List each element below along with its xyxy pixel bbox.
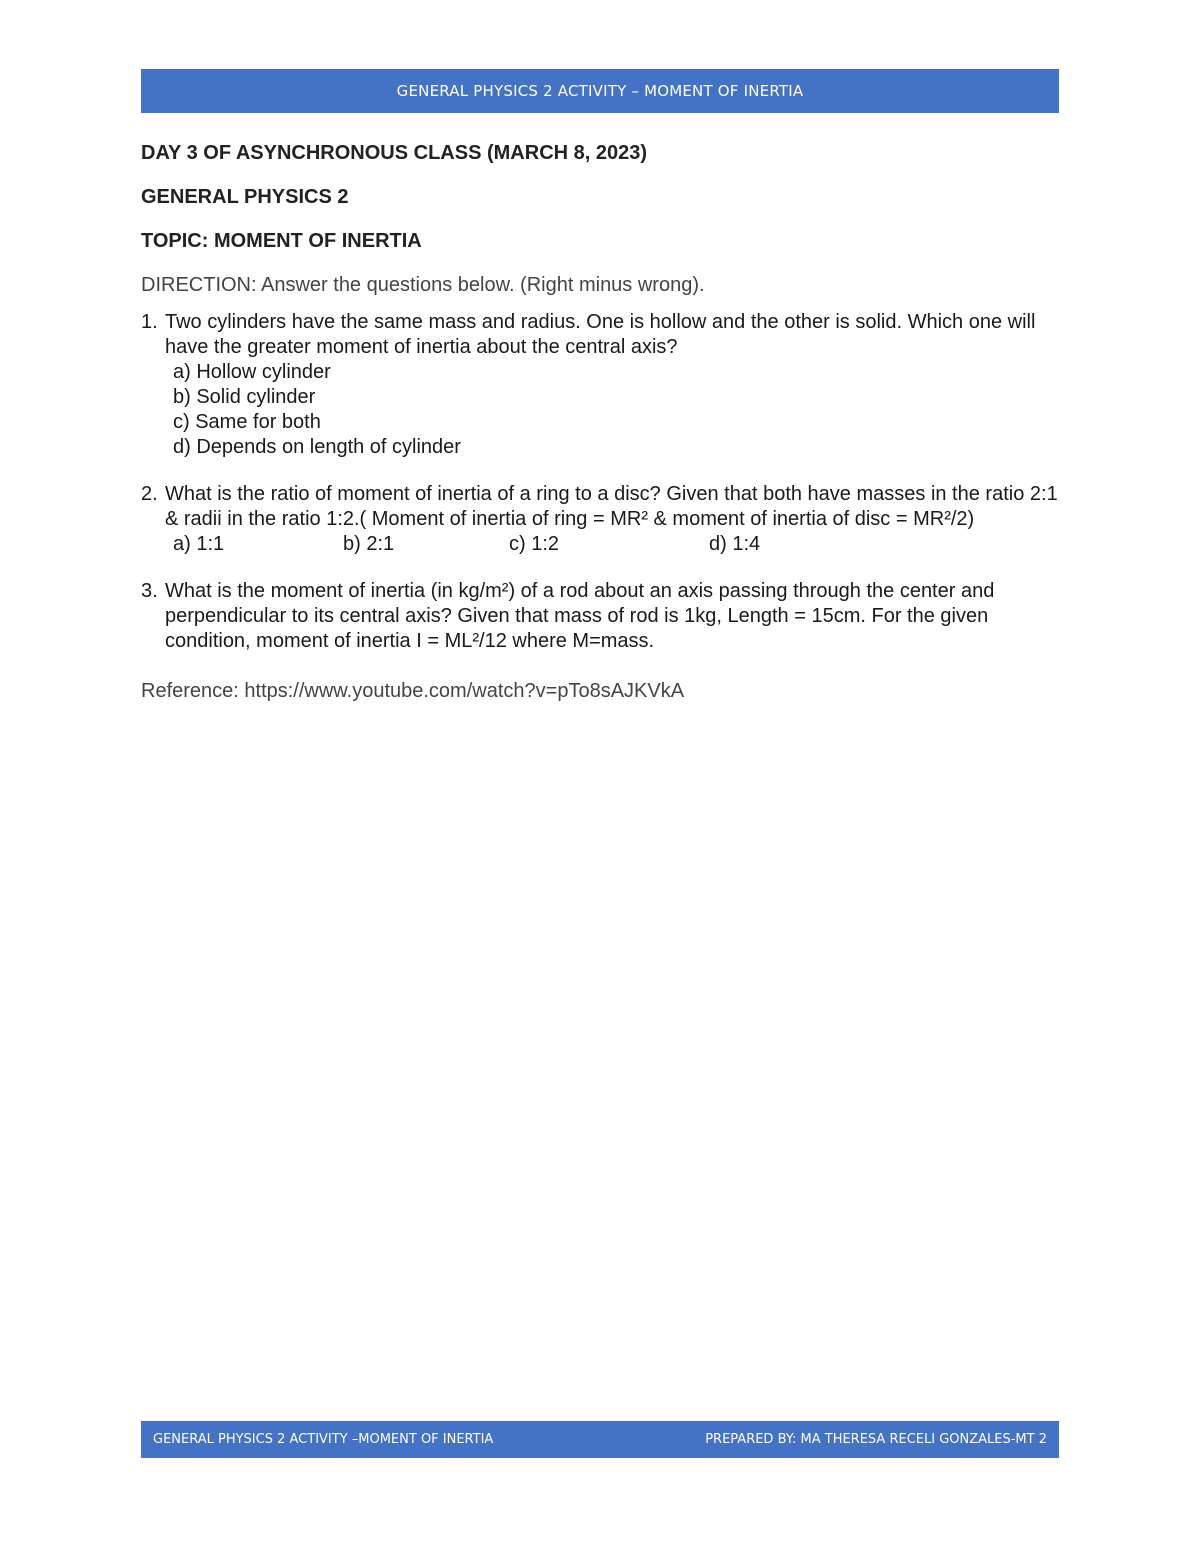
option-b: b) 2:1: [343, 533, 395, 555]
question-1: [141, 310, 1071, 460]
question-options: [141, 532, 1071, 557]
option-d: d) 1:4: [709, 533, 761, 555]
document-body: [141, 138, 1071, 726]
question-text: What is the ratio of moment of inertia of a ring to a disc? Given that both have masses in the ratio 2:1 & radii in the ratio 1:2.( Moment of inertia of ring = MR² & moment of inertia of disc = MR²/2): [165, 483, 1058, 530]
header-title: GENERAL PHYSICS 2 ACTIVITY – MOMENT OF INERTIA: [396, 82, 804, 100]
option-c: c) Same for both: [173, 411, 321, 433]
question-options: [141, 360, 1071, 460]
option-c: c) 1:2: [509, 533, 560, 555]
question-number: 1.: [141, 311, 158, 333]
page-footer-banner: [141, 1421, 1059, 1458]
topic-line: TOPIC: MOMENT OF INERTIA: [141, 230, 422, 252]
question-number: 2.: [141, 483, 158, 505]
reference-line: Reference: https://www.youtube.com/watch?v=pTo8sAJKVkA: [141, 680, 685, 702]
subject-line: GENERAL PHYSICS 2: [141, 186, 349, 208]
option-b: b) Solid cylinder: [173, 386, 316, 408]
question-3: [141, 579, 1071, 654]
footer-right-text: PREPARED BY: MA THERESA RECELI GONZALES-MT 2: [705, 1432, 1047, 1447]
footer-left-text: GENERAL PHYSICS 2 ACTIVITY –MOMENT OF INERTIA: [153, 1432, 494, 1447]
option-d: d) Depends on length of cylinder: [173, 436, 461, 458]
question-number: 3.: [141, 580, 158, 602]
option-a: a) 1:1: [173, 533, 225, 555]
day-line: DAY 3 OF ASYNCHRONOUS CLASS (MARCH 8, 2023): [141, 142, 648, 164]
question-text: What is the moment of inertia (in kg/m²) of a rod about an axis passing through the center and perpendicular to its central axis? Given that mass of rod is 1kg, Length = 15cm. For the given condition, moment of inertia I = ML²/12 where M=mass.: [165, 580, 995, 652]
option-a: a) Hollow cylinder: [173, 361, 331, 383]
question-text: Two cylinders have the same mass and radius. One is hollow and the other is solid. Which one will have the greater moment of inertia about the central axis?: [165, 311, 1036, 358]
question-2: [141, 482, 1071, 557]
page-header-banner: [141, 69, 1059, 113]
direction-line: DIRECTION: Answer the questions below. (Right minus wrong).: [141, 274, 705, 296]
